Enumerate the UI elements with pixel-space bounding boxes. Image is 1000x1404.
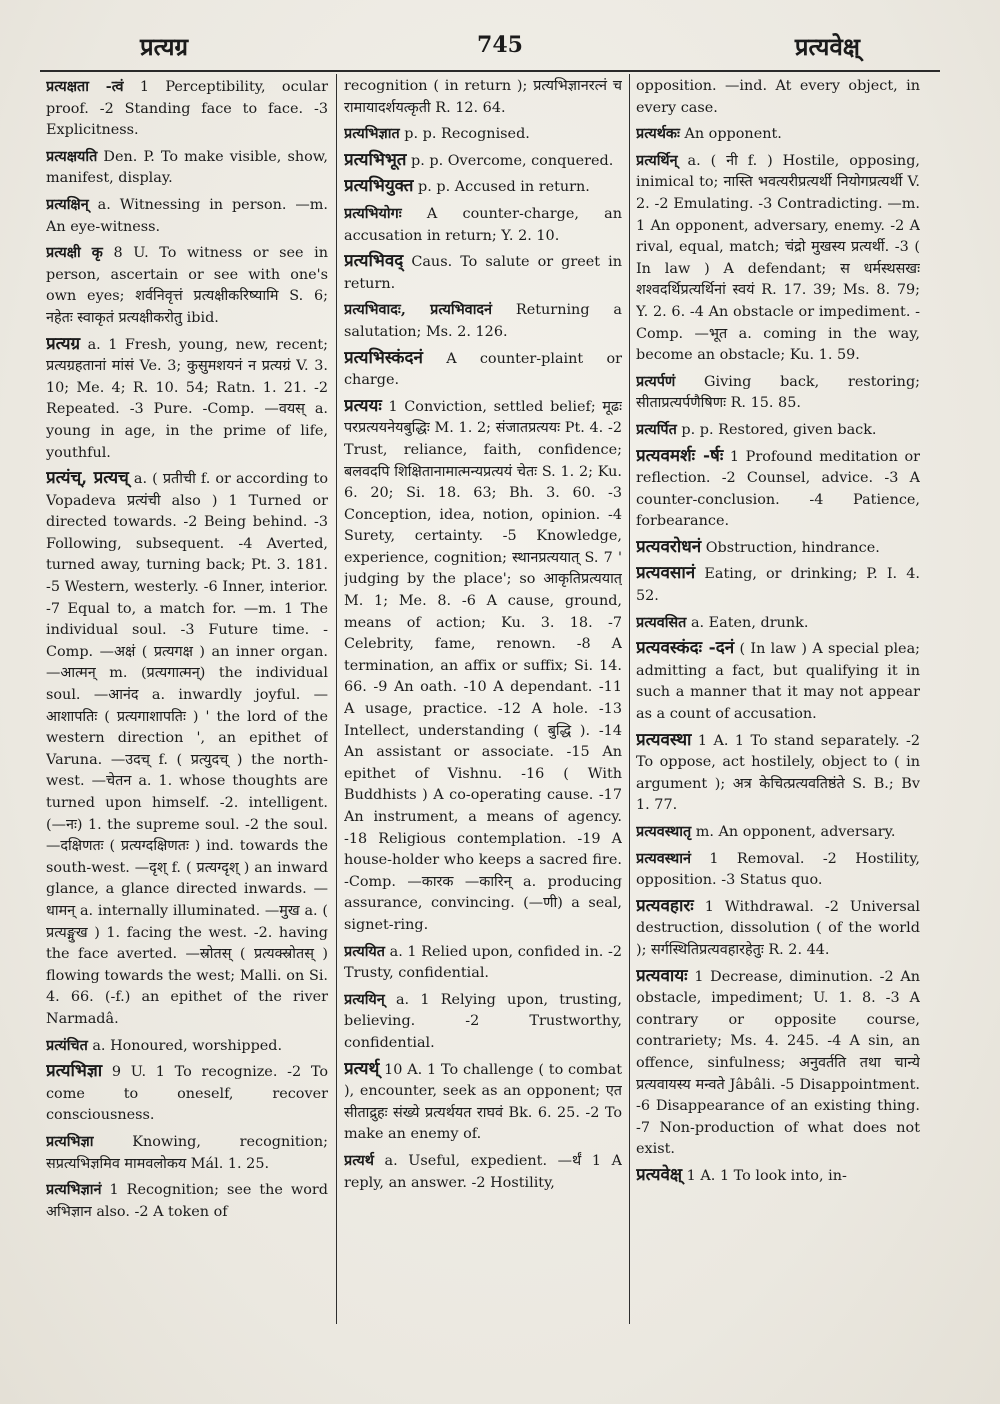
- headword: प्रत्ययिन्: [344, 990, 385, 1008]
- headword: प्रत्यभिवादः, प्रत्यभिवादनं: [344, 301, 493, 319]
- headword: प्रत्यभिज्ञा: [46, 1061, 103, 1082]
- page-header: [40, 22, 960, 72]
- headword: प्रत्यभिभूत: [344, 149, 407, 170]
- dictionary-entry: [46, 242, 328, 329]
- definition-text: 1 A. 1 To look into, in-: [682, 1167, 847, 1184]
- dictionary-entry: [46, 76, 328, 142]
- headword: प्रत्यवसित: [636, 613, 687, 631]
- headword: प्रत्यवरोधनं: [636, 536, 702, 557]
- definition-text: m. An opponent, adversary.: [691, 824, 896, 840]
- headword: प्रत्यवस्कंदः -दनं: [636, 638, 735, 659]
- dictionary-entry: [344, 123, 622, 146]
- column-left: [46, 76, 328, 1326]
- definition-text: 8 U. To witness or see in person, ascertain or see with one's own eyes; शर्वनिवृत्तं प्रत्यक्षीकरिष्यामि S. 6; नहेतः स्वाकृतं प्रत्यक्षीकरोतु ibid.: [46, 245, 328, 326]
- headword: प्रत्यभिज्ञात: [344, 125, 400, 143]
- dictionary-entry: [344, 176, 622, 199]
- definition-text: Giving back, restoring; सीताप्रत्यर्पणैषिणः R. 15. 85.: [636, 373, 920, 412]
- headword: प्रत्यभिज्ञा: [46, 1132, 94, 1150]
- headword: प्रत्यवायः: [636, 965, 688, 986]
- page-number: 745: [477, 32, 523, 58]
- definition-text: 9 U. 1 To recognize. -2 To come to oneself, recover consciousness.: [46, 1064, 328, 1124]
- definition-text: 10 A. 1 To challenge ( to combat ), encounter, seek as an opponent; एत सीताद्रुहः संख्ये प्रत्यर्थयत राघवं Bk. 6. 25. -2 To make an enemy of.: [344, 1061, 622, 1143]
- dictionary-entry: [636, 419, 920, 442]
- definition-text: p. p. Accused in return.: [413, 179, 590, 196]
- definition-text: An opponent.: [679, 126, 782, 143]
- definition-text: p. p. Overcome, conquered.: [406, 152, 614, 169]
- dictionary-entry: [636, 563, 920, 607]
- headword: प्रत्यर्थ: [344, 1151, 374, 1169]
- headword: प्रत्ययः: [344, 395, 382, 416]
- headword: प्रत्यंच्, प्रत्यच्: [46, 468, 129, 489]
- headword: प्रत्यर्पणं: [636, 372, 676, 390]
- dictionary-entry: [46, 194, 328, 238]
- dictionary-entry: [636, 612, 920, 635]
- definition-text: 1 Removal. -2 Hostility, opposition. -3 Status quo.: [636, 850, 920, 889]
- dictionary-entry: [344, 396, 622, 937]
- headword: प्रत्यंचित: [46, 1036, 88, 1054]
- column-middle: [344, 76, 622, 1326]
- headword: प्रत्यवेक्ष्: [636, 1164, 683, 1185]
- definition-text: a. 1 Fresh, young, new, recent; प्रत्यग्रहतानां मांसं Ve. 3; कुसुमशयनं न प्रत्यग्रं V. 3. 10; Me. 4; R. 10. 54; Ratn. 1. 21. -2 Repeated. -3 Pure. -Comp. —वयस् a. young in age, in the prime of life, youthful.: [46, 336, 328, 461]
- definition-text: a. Useful, expedient. —र्थं 1 A reply, an answer. -2 Hostility,: [344, 1152, 622, 1191]
- dictionary-entry: [46, 334, 328, 465]
- definition-text: p. p. Restored, given back.: [676, 421, 877, 438]
- dictionary-entry: [636, 1165, 920, 1188]
- dictionary-entry: [344, 299, 622, 343]
- headword: प्रत्ययित: [344, 942, 385, 960]
- dictionary-entry: [636, 966, 920, 1161]
- left-guide-word: प्रत्यग्र: [140, 32, 189, 61]
- definition-text: 1 Withdrawal. -2 Universal destruction, dissolution ( of the world ); सर्गस्थितिप्रत्यवहारहेतुः R. 2. 44.: [636, 898, 920, 958]
- dictionary-entry: [46, 468, 328, 1030]
- definition-text: 1 Perceptibility, ocular proof. -2 Standing face to face. -3 Explicitness.: [46, 79, 328, 139]
- right-guide-word: प्रत्यवेक्ष्: [794, 32, 860, 61]
- dictionary-entry: [344, 251, 622, 295]
- dictionary-entry: [46, 1131, 328, 1175]
- dictionary-entry: [46, 1179, 328, 1223]
- dictionary-entry: [344, 348, 622, 392]
- dictionary-entry: [344, 989, 622, 1055]
- dictionary-entry: [636, 848, 920, 892]
- definition-text: 1 A. 1 To stand separately. -2 To oppose, act hostilely, object to ( in argument ); अत्र केचित्प्रत्यवतिष्ठंते S. B.; Bv 1. 77.: [636, 732, 920, 814]
- definition-text: p. p. Recognised.: [399, 126, 530, 143]
- dictionary-entry: [636, 896, 920, 962]
- definition-text: 1 Profound meditation or reflection. -2 Counsel, advice. -3 A counter-conclusion. -4 Patience, forbearance.: [636, 448, 920, 530]
- dictionary-entry: [344, 76, 622, 119]
- headword: प्रत्यग्र: [46, 333, 81, 354]
- definition-text: a. Eaten, drunk.: [686, 614, 809, 631]
- dictionary-entry: [636, 371, 920, 415]
- definition-text: a. Witnessing in person. —m. An eye-witness.: [46, 196, 328, 235]
- headword: प्रत्यभिवद्: [344, 251, 404, 272]
- headword: प्रत्यर्थकः: [636, 125, 680, 143]
- headword: प्रत्यभिस्कंदनं: [344, 347, 423, 368]
- headword: प्रत्यवस्थातृ: [636, 823, 692, 840]
- definition-text: A counter-plaint or charge.: [344, 350, 622, 389]
- definition-text: recognition ( in return ); प्रत्यभिज्ञानरत्नं च रामायादर्शयत्कृती R. 12. 64.: [344, 78, 622, 116]
- dictionary-entry: [636, 730, 920, 817]
- definition-text: Eating, or drinking; P. I. 4. 52.: [636, 566, 920, 605]
- headword: प्रत्यवमर्शः -र्षः: [636, 445, 724, 466]
- dictionary-entry: [636, 537, 920, 560]
- definition-text: 1 Recognition; see the word अभिज्ञान also. -2 A token of: [46, 1182, 328, 1220]
- definition-text: a. 1 Relied upon, confided in. -2 Trusty, confidential.: [344, 943, 622, 982]
- header-rule: [40, 70, 940, 72]
- definition-text: 1 Decrease, diminution. -2 An obstacle, impediment; U. 1. 8. -3 A contrary or opposite course, contrariety; Ms. 4. 245. -4 A sin, an offence, sinfulness; अनुवर्तति तथा चान्ये प्रत्यवायस्य मन्वते Jâbâli. -5 Disappointment. -6 Disappearance of an existing thing. -7 Non-production of what does not exist.: [636, 968, 920, 1158]
- definition-text: a. ( प्रतीची f. or according to Vopadeva प्रत्यंची also ) 1 Turned or directed towards. -2 Being behind. -3 Following, subsequent. -4 Averted, turned away, turning back; Pt. 3. 181. -5 Western, westerly. -6 Inner, interior. -7 Equal to, a match for. —m. 1 The individual soul. -3 Future time. -Comp. —अक्षं ( प्रत्यगक्ष ) an inner organ. —आत्मन् m. (प्रत्यगात्मन्) the individual soul. —आनंद a. inwardly joyful. —आशापतिः ( प्रत्यगाशापतिः ) ' the lord of the western direction ', an epithet of Varuna. —उदच् f. ( प्रत्युदच् ) the north-west. —चेतन a. 1. whose thoughts are turned upon himself. -2. intelligent. (—नः) 1. the supreme soul. -2 the soul. —दक्षिणतः ( प्रत्यग्दक्षिणतः ) ind. towards the south-west. —दृश् f. ( प्रत्यग्दृश् ) an inward glance, a glance directed inwards. —धामन् a. internally illuminated. —मुख a. ( प्रत्यङ्मुख ) 1. facing the west. -2. having the face averted. —स्रोतस् ( प्रत्यक्स्रोतस् ) flowing towards the west; Malli. on Si. 4. 66. (-f.) an epithet of the river Narmadâ.: [46, 471, 328, 1027]
- headword: प्रत्यवस्था: [636, 729, 692, 750]
- definition-text: ( In law ) A special plea; admitting a fact, but qualifying it in such a manner that it may not appear as a count of accusation.: [636, 641, 920, 723]
- headword: प्रत्यवसानं: [636, 563, 696, 584]
- dictionary-entry: [636, 76, 920, 119]
- dictionary-entry: [46, 1061, 328, 1127]
- dictionary-entry: [344, 1150, 622, 1194]
- column-divider: [629, 74, 630, 1324]
- definition-text: opposition. —ind. At every object, in every case.: [636, 78, 920, 116]
- headword: प्रत्यक्षिन्: [46, 195, 89, 213]
- dictionary-entry: [636, 821, 920, 844]
- definition-text: a. 1 Relying upon, trusting, believing. -2 Trustworthy, confidential.: [344, 991, 622, 1051]
- headword: प्रत्यभियोगः: [344, 204, 402, 222]
- definition-text: Obstruction, hindrance.: [701, 539, 880, 556]
- dictionary-entry: [46, 146, 328, 190]
- definition-text: a. Honoured, worshipped.: [87, 1037, 283, 1054]
- headword: प्रत्यवस्थानं: [636, 849, 691, 867]
- definition-text: 1 Conviction, settled belief; मूढः परप्रत्ययनेयबुद्धिः M. 1. 2; संजातप्रत्ययः Pt. 4. -2 Trust, reliance, faith, confidence; बलवदपि शिक्षितानामात्मन्यप्रत्ययं चेतः S. 1. 2; Ku. 6. 20; Si. 18. 63; Bh. 3. 60. -3 Conception, idea, notion, opinion. -4 Surety, certainty. -5 Knowledge, experience, cognition; स्थानप्रत्ययात् S. 7 ' judging by the place'; so आकृतिप्रत्ययात् M. 1; Me. 8. -6 A cause, ground, means of action; Ku. 3. 18. -7 Celebrity, fame, renown. -8 A termination, an affix or suffix; Si. 14. 66. -9 An oath. -10 A dependant. -11 A usage, practice. -12 A hole. -13 Intellect, understanding ( बुद्धि ). -14 An assistant or associate. -15 An epithet of Vishnu. -16 ( With Buddhists ) A co-operating cause. -17 An instrument, a means of agency. -18 Religious contemplation. -19 A house-holder who keeps a sacred fire. -Comp. —कारक —कारिन् a. producing assurance, convincing. (—णी) a seal, signet-ring.: [344, 398, 622, 933]
- headword: प्रत्यर्पित: [636, 420, 677, 438]
- definition-text: Caus. To salute or greet in return.: [344, 254, 622, 292]
- column-right: [636, 76, 920, 1326]
- dictionary-entry: [344, 150, 622, 173]
- dictionary-entry: [344, 941, 622, 985]
- dictionary-entry: [46, 1035, 328, 1058]
- definition-text: Knowing, recognition; सप्रत्यभिज्ञमिव मामवलोकय Mál. 1. 25.: [46, 1133, 328, 1172]
- dictionary-entry: [636, 638, 920, 725]
- definition-text: A counter-charge, an accusation in return; Y. 2. 10.: [344, 205, 622, 244]
- dictionary-entry: [636, 150, 920, 367]
- headword: प्रत्यर्थ्: [344, 1058, 380, 1079]
- headword: प्रत्यभिज्ञानं: [46, 1181, 102, 1199]
- definition-text: a. ( नी f. ) Hostile, opposing, inimical to; नास्ति भवत्यरीप्रत्यर्थी नियोगप्रत्यर्थी V. 2. -2 Emulating. -3 Contradicting. —m. 1 An opponent, adversary, enemy. -2 A rival, equal, match; चंद्रो मुखस्य प्रत्यर्थी. -3 ( In law ) A defendant; स धर्मस्थसखः शश्वदर्थिप्रत्यर्थिनां स्वयं R. 17. 39; Ms. 8. 79; Y. 2. 6. -4 An obstacle or impediment. -Comp. —भूत a. coming in the way, become an obstacle; Ku. 1. 59.: [636, 152, 920, 364]
- headword: प्रत्यक्षी कृ: [46, 244, 103, 262]
- definition-text: Returning a salutation; Ms. 2. 126.: [344, 302, 622, 340]
- dictionary-entry: [636, 446, 920, 533]
- dictionary-entry: [344, 203, 622, 247]
- definition-text: Den. P. To make visible, show, manifest, display.: [46, 148, 328, 187]
- column-divider: [336, 74, 337, 1324]
- headword: प्रत्यर्थिन्: [636, 151, 678, 169]
- dictionary-entry: [344, 1059, 622, 1146]
- headword: प्रत्यभियुक्त: [344, 176, 414, 197]
- dictionary-entry: [636, 123, 920, 146]
- headword: प्रत्यवहारः: [636, 895, 694, 916]
- headword: प्रत्यक्षता -त्वं: [46, 78, 124, 95]
- headword: प्रत्यक्षयति: [46, 147, 98, 165]
